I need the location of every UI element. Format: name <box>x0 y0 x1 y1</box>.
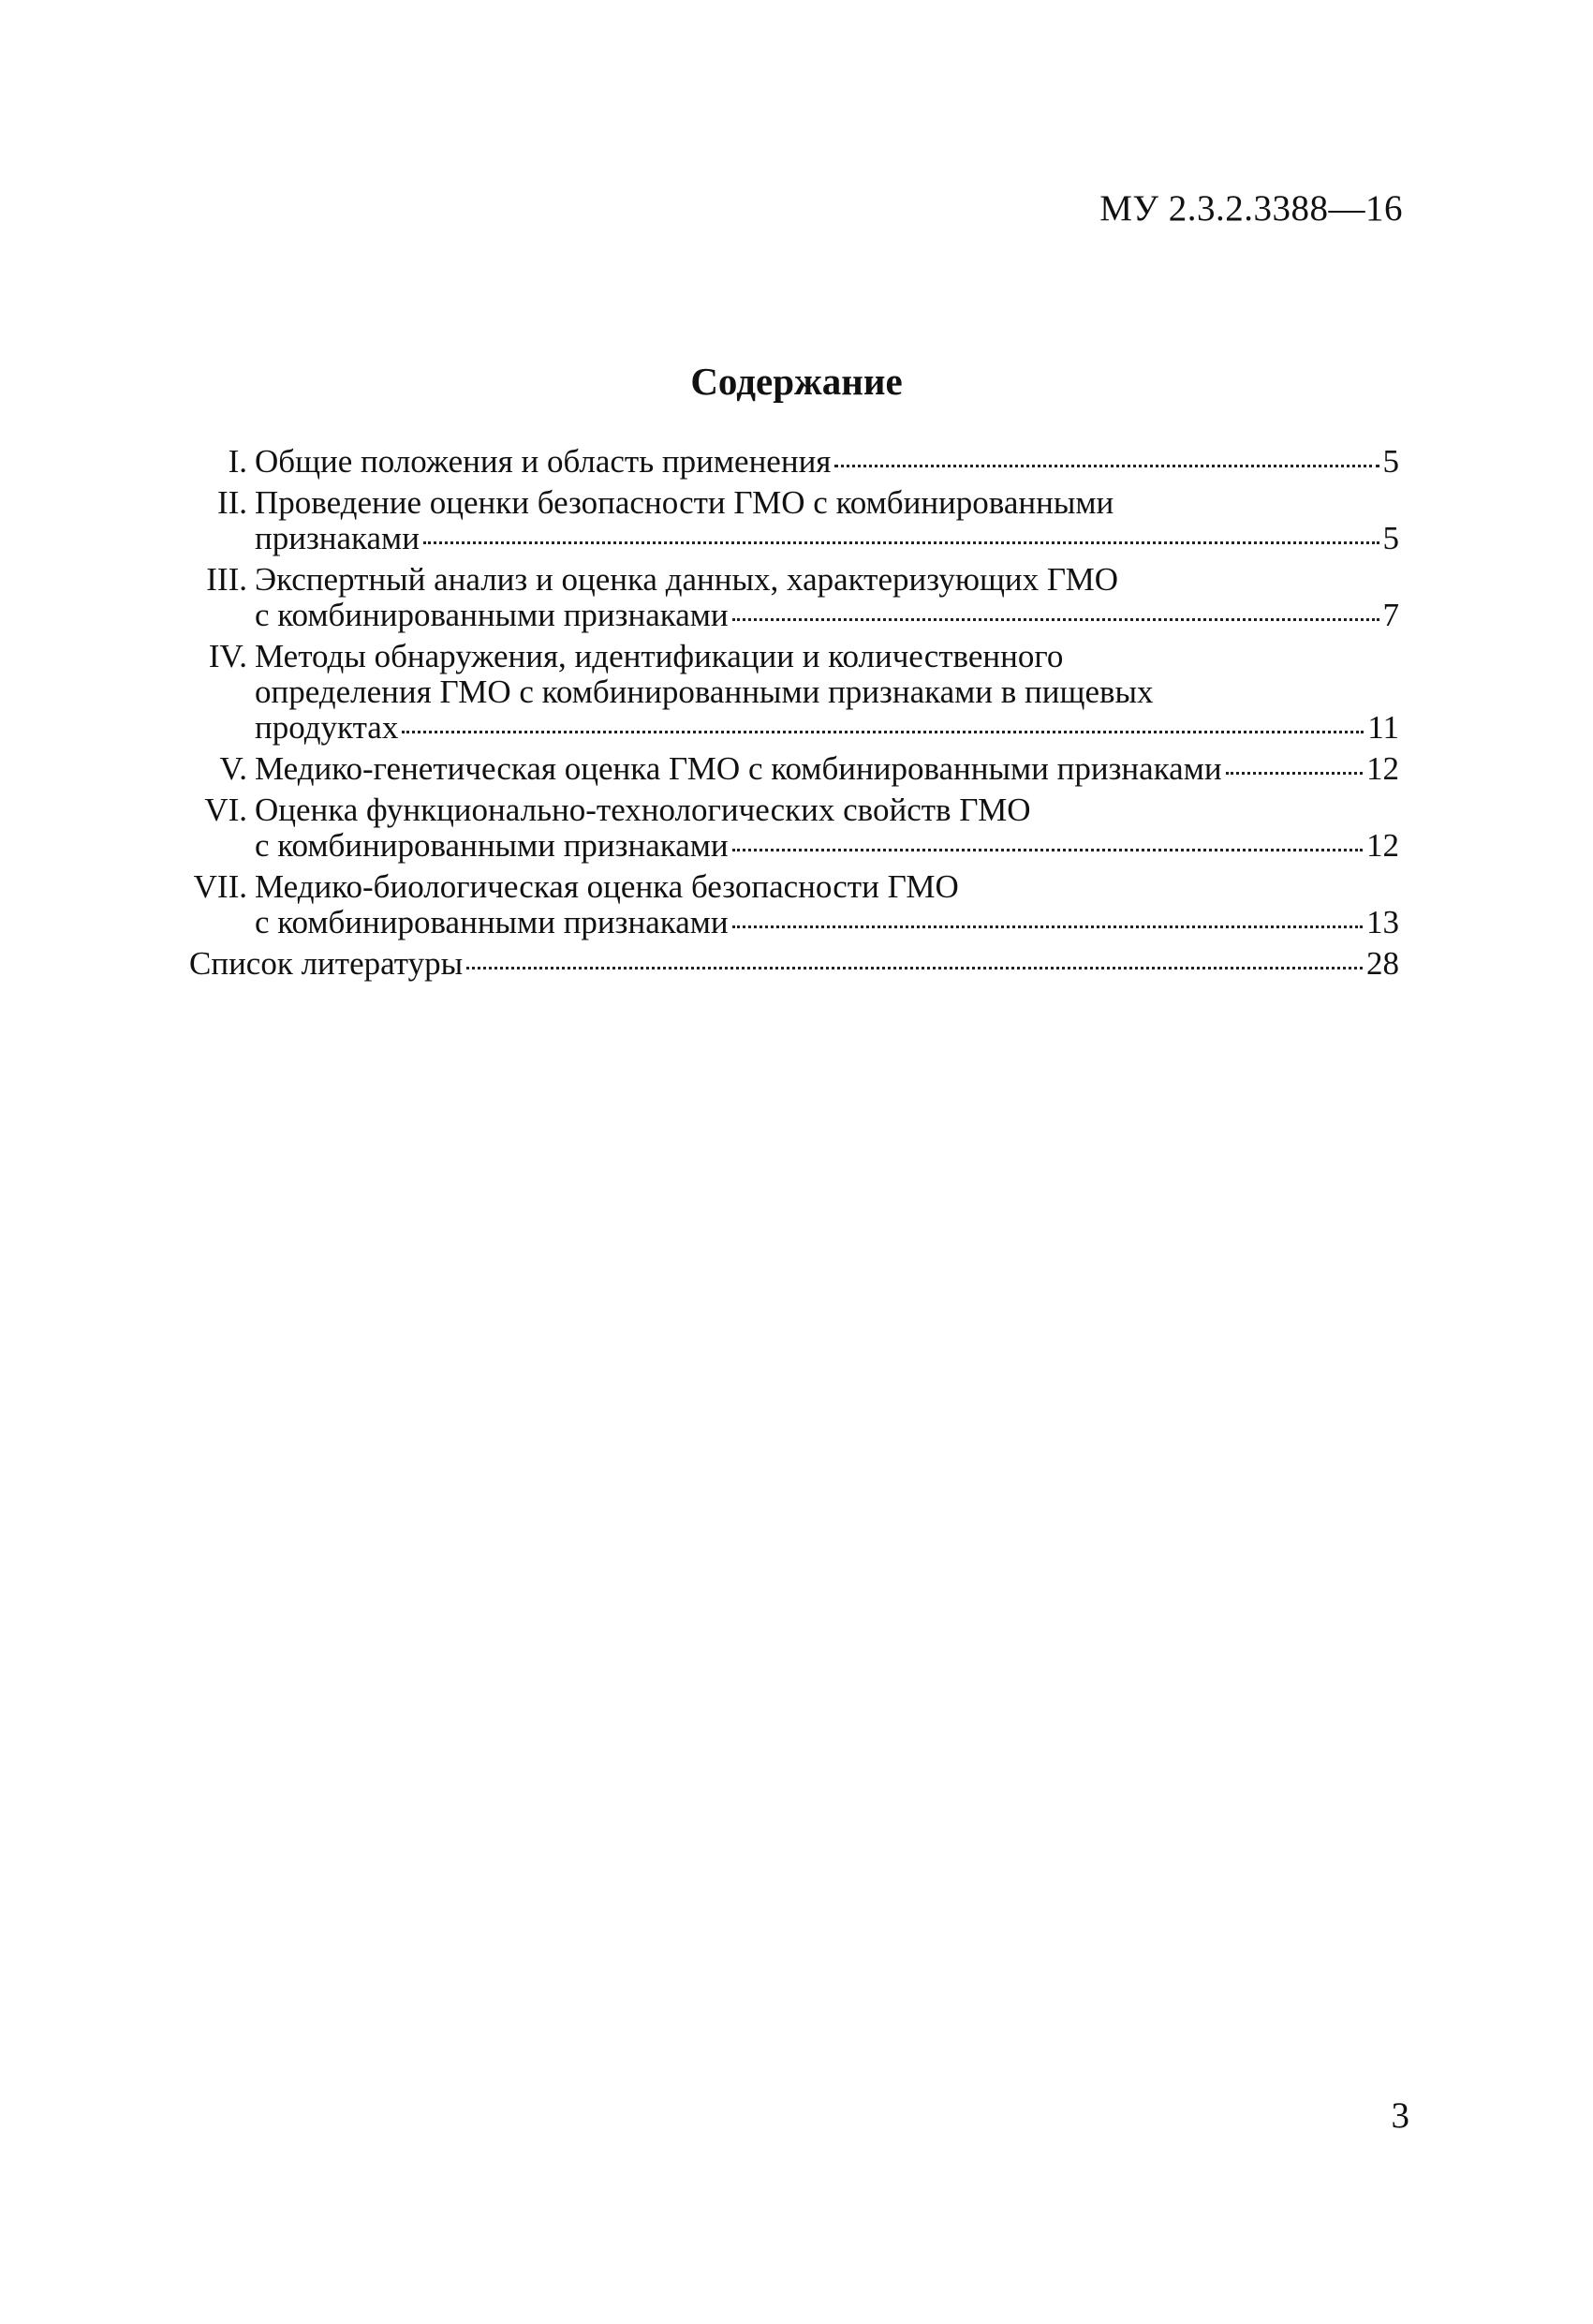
dot-leader <box>834 465 1379 467</box>
toc-entry-page: 12 <box>1366 750 1399 787</box>
toc-entry-text: Медико-генетическая оценка ГМО с комбинированными признаками <box>255 750 1222 787</box>
toc-entry-page: 5 <box>1382 520 1399 556</box>
toc-entry-3[interactable] <box>189 562 1399 633</box>
toc-entry-number: II. <box>216 484 247 521</box>
toc-entry-references[interactable] <box>189 946 1399 982</box>
dot-leader <box>423 541 1379 544</box>
toc-entry-text: Общие положения и область применения <box>255 443 832 480</box>
toc-entry-text: определения ГМО с комбинированными признаками в пищевых <box>255 674 1154 710</box>
toc-entry-number: IV. <box>208 638 247 674</box>
table-of-contents <box>189 444 1399 982</box>
toc-entry-page: 7 <box>1382 597 1399 633</box>
toc-entry-number: VI. <box>204 792 247 828</box>
toc-title: Содержание <box>690 360 903 403</box>
toc-entry-page: 28 <box>1366 945 1399 982</box>
toc-entry-1[interactable] <box>189 444 1399 480</box>
toc-entry-page: 5 <box>1382 443 1399 480</box>
dot-leader <box>732 618 1379 621</box>
toc-entry-page: 11 <box>1367 709 1399 746</box>
toc-entry-text: Список литературы <box>189 945 464 982</box>
toc-entry-text: Экспертный анализ и оценка данных, характеризующих ГМО <box>255 561 1119 598</box>
page-number: 3 <box>1391 2095 1409 2136</box>
toc-entry-number: V. <box>219 750 247 787</box>
dot-leader <box>402 731 1364 733</box>
toc-entry-number: VII. <box>193 868 247 905</box>
toc-entry-2[interactable] <box>189 485 1399 556</box>
toc-entry-text: признаками <box>255 520 420 556</box>
toc-entry-number: I. <box>228 443 247 480</box>
dot-leader <box>732 849 1363 851</box>
toc-entry-4[interactable] <box>189 639 1399 746</box>
toc-entry-text: с комбинированными признаками <box>255 904 729 940</box>
toc-entry-text: Проведение оценки безопасности ГМО с комбинированными <box>255 484 1114 521</box>
toc-entry-text: Методы обнаружения, идентификации и количественного <box>255 638 1064 674</box>
toc-entry-page: 12 <box>1366 827 1399 864</box>
toc-entry-text: продуктах <box>255 709 399 746</box>
toc-entry-text: Медико-биологическая оценка безопасности ГМО <box>255 868 959 905</box>
dot-leader <box>466 967 1363 970</box>
dot-leader <box>732 925 1363 928</box>
toc-entry-7[interactable] <box>189 869 1399 940</box>
toc-entry-6[interactable] <box>189 792 1399 864</box>
toc-entry-text: Оценка функционально-технологических свойств ГМО <box>255 792 1031 828</box>
document-code: МУ 2.3.2.3388—16 <box>1099 188 1403 229</box>
toc-entry-number: III. <box>206 561 247 598</box>
dot-leader <box>1226 772 1363 775</box>
toc-entry-text: с комбинированными признаками <box>255 827 729 864</box>
toc-entry-page: 13 <box>1366 904 1399 940</box>
toc-entry-5[interactable] <box>189 751 1399 787</box>
toc-entry-text: с комбинированными признаками <box>255 597 729 633</box>
